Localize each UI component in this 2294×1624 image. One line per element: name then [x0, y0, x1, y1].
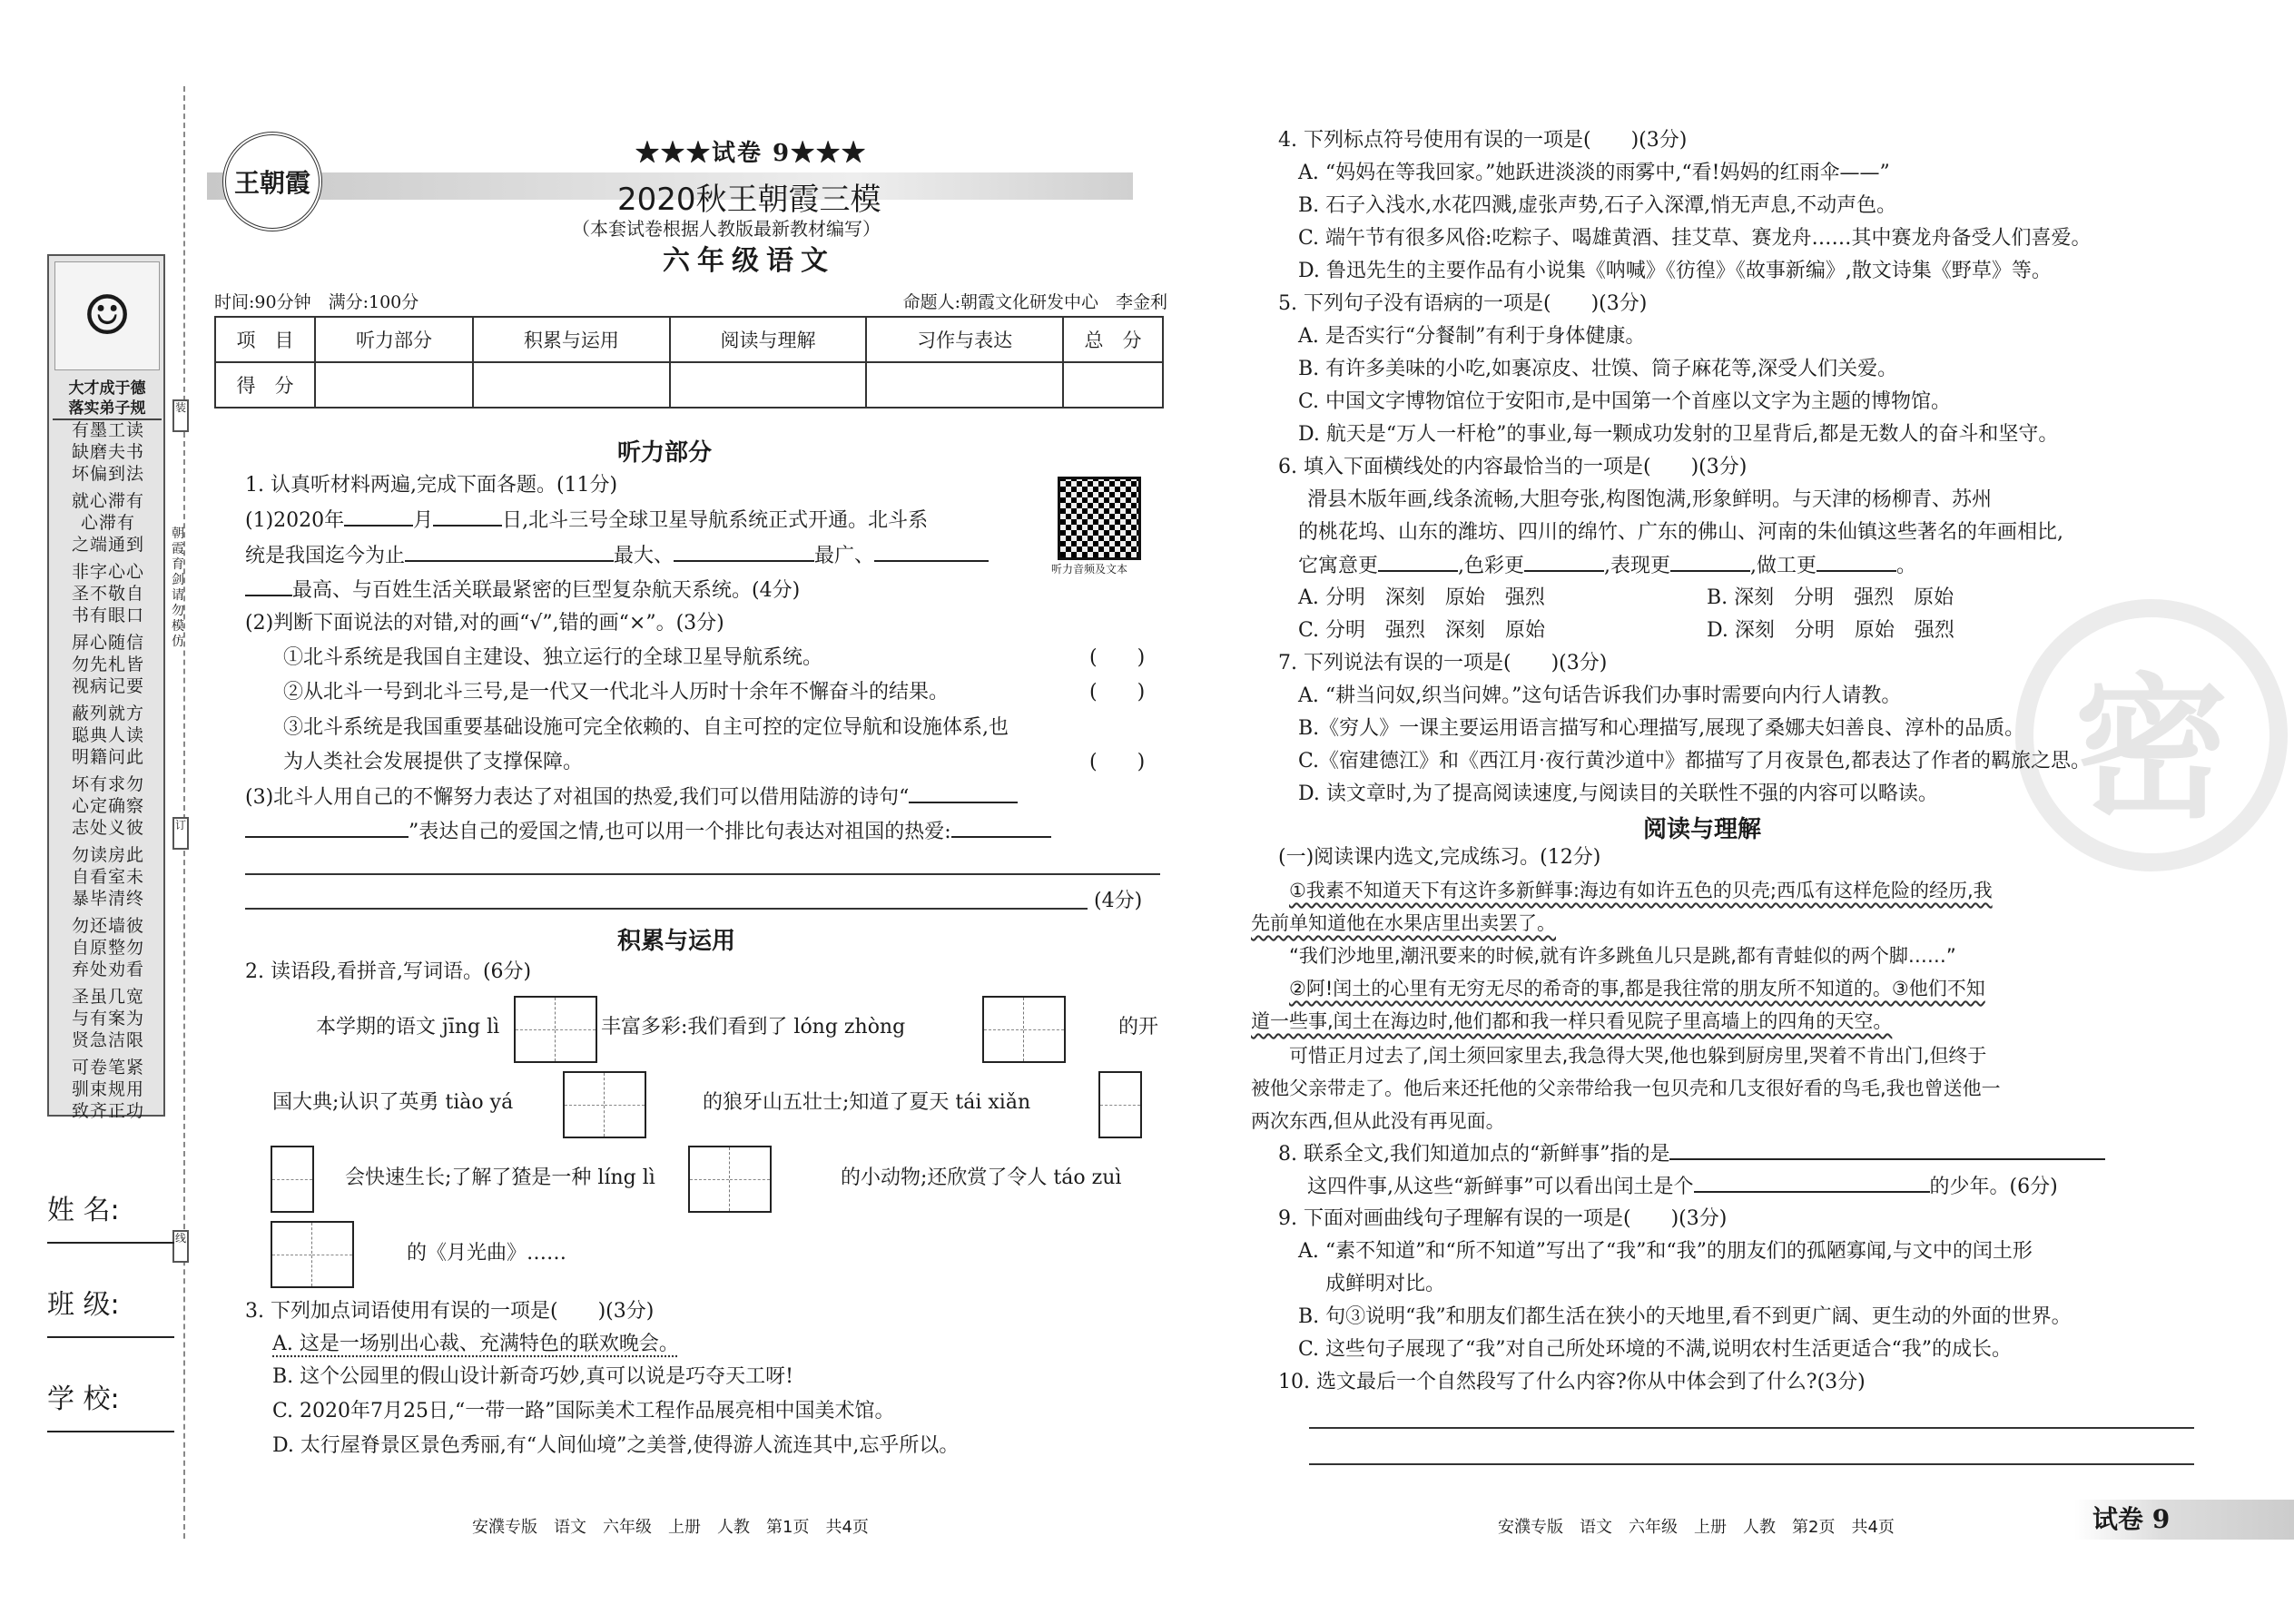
question-8: 8. 联系全文,我们知道加点的“新鲜事”指的是 — [1278, 1140, 2105, 1168]
question-1: 1. 认真听材料两遍,完成下面各题。(11分) — [245, 474, 618, 497]
option-7c: C.《宿建德江》和《西江月·夜行黄沙道中》都描写了月夜景色,都表达了作者的羁旅之思。 — [1298, 750, 2092, 773]
pinyin-4: 的狼牙山五壮士;知道了夏天 tái xiǎn — [703, 1091, 1031, 1114]
answer-blank[interactable] — [674, 542, 814, 562]
option-5b: B. 有许多美味的小吃,如裹凉皮、壮馍、筒子麻花等,深受人们关爱。 — [1298, 358, 1898, 380]
answer-blank[interactable] — [245, 576, 292, 596]
question-2: 2. 读语段,看拼音,写词语。(6分) — [245, 960, 532, 983]
pinyin-6: 的小动物;还欣赏了令人 táo zuì — [841, 1166, 1122, 1189]
pinyin-tail: 的开 — [1118, 1016, 1159, 1038]
writing-grid[interactable] — [982, 996, 1066, 1063]
pinyin-3: 国大典;认识了英勇 tiào yá — [272, 1091, 514, 1114]
section-reading: 阅读与理解 — [1643, 816, 1762, 843]
score-table — [214, 316, 1164, 408]
option-3b: B. 这个公园里的假山设计新奇巧妙,真可以说是巧夺天工呀! — [272, 1365, 793, 1388]
option-7b: B.《穷人》一课主要运用语言描写和心理描写,展现了桑娜夫妇善良、淳朴的品质。 — [1298, 717, 2025, 740]
writing-grid[interactable] — [514, 996, 597, 1063]
option-4b: B. 石子入浅水,水花四溅,虚张声势,石子入深潭,悄无声息,不动声色。 — [1298, 194, 1897, 217]
option-3a: A. 这是一场别出心裁、充满特色的联欢晚会。 — [272, 1333, 679, 1355]
question-1-1: (1)2020年 月 日,北斗三号全球卫星导航系统正式开通。北斗系 — [245, 507, 928, 535]
question-1-1-line2: 统是我国迄今为止 最大、 最广、 — [245, 542, 989, 570]
qr-code-icon[interactable] — [1058, 477, 1141, 560]
option-5a: A. 是否实行“分餐制”有利于身体健康。 — [1298, 325, 1646, 348]
judge-2: ②从北斗一号到北斗三号,是一代又一代北斗人历时十余年不懈奋斗的结果。 — [283, 681, 949, 704]
answer-blank[interactable] — [1670, 552, 1750, 572]
binding-mark-xian: 线 — [172, 1230, 189, 1263]
question-1-3-line2: ”表达自己的爱国之情,也可以用一个排比句表达对祖国的热爱: — [245, 818, 1051, 846]
question-10: 10. 选文最后一个自然段写了什么内容?你从中体会到了什么?(3分) — [1278, 1371, 1866, 1393]
answer-blank[interactable] — [1669, 1140, 2105, 1160]
reading-para-2: “我们沙地里,潮汛要来的时候,就有许多跳鱼儿只是跳,都有青蛙似的两个脚……” — [1289, 945, 1956, 967]
answer-blank[interactable] — [1694, 1173, 1930, 1193]
reading-para-3: ②阿!闰土的心里有无穷无尽的希奇的事,都是我往常的朋友所不知道的。③他们不知 — [1289, 978, 1985, 999]
exam-title: 2020秋王朝霞三模 — [617, 182, 881, 218]
passage-6-line2: 的桃花坞、山东的潍坊、四川的绵竹、广东的佛山、河南的朱仙镇这些著名的年画相比, — [1298, 521, 2063, 544]
reading-para-4b: 被他父亲带走了。他后来还托他的父亲带给我一包贝壳和几支很好看的鸟毛,我也曾送他一 — [1251, 1078, 2001, 1099]
option-6d: D. 深刻 分明 原始 强烈 — [1707, 619, 1954, 642]
option-9a-line2: 成鲜明对比。 — [1325, 1273, 1446, 1295]
option-4c: C. 端午节有很多风俗:吃粽子、喝雄黄酒、挂艾草、赛龙舟……其中赛龙舟备受人们喜爱。 — [1298, 227, 2092, 250]
question-8-line2: 这四件事,从这些“新鲜事”可以看出闰土是个 的少年。(6分) — [1307, 1173, 2058, 1201]
score-input[interactable] — [315, 362, 473, 408]
answer-line[interactable] — [1309, 1427, 2194, 1429]
option-5c: C. 中国文字博物馆位于安阳市,是中国第一个首座以文字为主题的博物馆。 — [1298, 390, 1952, 413]
answer-paren[interactable]: ( ) — [1089, 751, 1146, 773]
page-footer-left: 安濮专版 语文 六年级 上册 人教 第1页 共4页 — [472, 1518, 869, 1537]
answer-blank[interactable] — [874, 542, 989, 562]
table-cell: 项 目 — [215, 317, 315, 362]
reading-intro: (一)阅读课内选文,完成练习。(12分) — [1278, 846, 1601, 869]
option-4a: A. “妈妈在等我回家。”她跃进淡淡的雨雾中,“看!妈妈的红雨伞——” — [1298, 162, 1890, 184]
option-9b: B. 句③说明“我”和朋友们都生活在狭小的天地里,看不到更广阔、更生动的外面的世界。 — [1298, 1305, 2072, 1328]
reading-para-4c: 两次东西,但从此没有再见面。 — [1251, 1110, 1505, 1132]
motto-columns: 有墨工读 缺磨夫书 坏偏到法 就心滞有 心滞有 之端通到 非字心心 圣不敬自 书有眼口 屏心随信 勿先札皆 视病记要 蔽列就方 聪典人读 明籍问此 坏有求勿 心定确察 志处义彼 勿读房此 自看室未 暴毕清终 勿还墙彼 自原整勿 弃处劝看 圣虽几宽 与有案为 贤急洁限 可卷笔紧 驯束规用 致齐正功 — [71, 420, 144, 1121]
exam-tag: 试卷 9 — [2074, 1500, 2294, 1540]
school-field[interactable]: 学 校: — [47, 1376, 174, 1416]
table-cell: 听力部分 — [315, 317, 473, 362]
question-1-3: (3)北斗人用自己的不懈努力表达了对祖国的热爱,我们可以借用陆游的诗句“ — [245, 783, 1018, 812]
pinyin-2: 丰富多彩:我们看到了 lóng zhòng — [601, 1016, 906, 1038]
table-cell: 积累与运用 — [473, 317, 670, 362]
answer-blank[interactable] — [405, 542, 614, 562]
passage-6-line3: 它寓意更 ,色彩更 ,表现更 ,做工更 。 — [1298, 552, 1916, 580]
time-score: 时间:90分钟 满分:100分 — [214, 292, 419, 312]
secret-seal-icon: 密 — [2015, 599, 2288, 871]
writing-grid[interactable] — [688, 1146, 772, 1213]
points: (4分) — [1094, 890, 1143, 912]
judge-3-line2: 为人类社会发展提供了支撑保障。 — [283, 751, 584, 773]
page-footer-right: 安濮专版 语文 六年级 上册 人教 第2页 共4页 — [1498, 1518, 1895, 1537]
option-6b: B. 深刻 分明 强烈 原始 — [1707, 586, 1954, 609]
answer-blank[interactable] — [909, 783, 1018, 803]
score-input[interactable] — [1063, 362, 1163, 408]
grade-title: 六年级语文 — [663, 245, 835, 277]
question-9: 9. 下面对画曲线句子理解有误的一项是( )(3分) — [1278, 1207, 1728, 1230]
option-3c: C. 2020年7月25日,“一带一路”国际美术工程作品展亮相中国美术馆。 — [272, 1400, 895, 1422]
answer-blank[interactable] — [245, 818, 409, 838]
motto-panel — [47, 254, 165, 1121]
writing-grid[interactable] — [271, 1146, 314, 1213]
answer-line[interactable] — [245, 873, 1160, 875]
question-5: 5. 下列句子没有语病的一项是( )(3分) — [1278, 292, 1648, 315]
answer-blank[interactable] — [433, 507, 502, 527]
binding-mark-zhuang: 装 — [172, 399, 189, 432]
score-input[interactable] — [473, 362, 670, 408]
score-input[interactable] — [670, 362, 867, 408]
reading-para-1: ①我素不知道天下有这许多新鲜事:海边有如许五色的贝壳;西瓜有这样危险的经历,我 — [1289, 880, 1993, 901]
writing-grid[interactable] — [1098, 1071, 1142, 1138]
question-1-2: (2)判断下面说法的对错,对的画“√”,错的画“×”。(3分) — [245, 612, 724, 635]
reading-para-4: 可惜正月过去了,闰土须回家里去,我急得大哭,他也躲到厨房里,哭着不肯出门,但终于 — [1289, 1045, 1987, 1067]
table-cell: 总 分 — [1063, 317, 1163, 362]
answer-blank[interactable] — [1378, 552, 1458, 572]
judge-1: ①北斗系统是我国自主建设、独立运行的全球卫星导航系统。 — [283, 646, 823, 669]
section-listening: 听力部分 — [617, 439, 713, 467]
reading-para-3b: 道一些事,闰土在海边时,他们都和我一样只看见院子里高墙上的四角的天空。 — [1251, 1010, 1893, 1032]
writing-grid[interactable] — [563, 1071, 646, 1138]
question-7: 7. 下列说法有误的一项是( )(3分) — [1278, 652, 1608, 674]
pinyin-1: 本学期的语文 jīng lì — [316, 1016, 500, 1038]
class-field[interactable]: 班 级: — [47, 1282, 174, 1322]
table-cell: 得 分 — [215, 362, 315, 408]
name-field[interactable]: 姓 名: — [47, 1187, 174, 1227]
motto: 大才成于德 落实弟子规 — [53, 379, 162, 420]
answer-line[interactable] — [245, 908, 1088, 910]
option-6a: A. 分明 深刻 原始 强烈 — [1298, 586, 1545, 609]
option-3d: D. 太行屋脊景区景色秀丽,有“人间仙境”之美誉,使得游人流连其中,忘乎所以。 — [272, 1434, 960, 1457]
writing-grid[interactable] — [271, 1221, 354, 1288]
pinyin-5: 会快速生长;了解了猹是一种 líng lì — [345, 1166, 655, 1189]
binding-mark-ding: 订 — [172, 817, 189, 850]
answer-paren[interactable]: ( ) — [1089, 681, 1146, 704]
question-4: 4. 下列标点符号使用有误的一项是( )(3分) — [1278, 129, 1688, 152]
option-4d: D. 鲁迅先生的主要作品有小说集《呐喊》《彷徨》《故事新编》,散文诗集《野草》等。 — [1298, 260, 2052, 282]
option-6c: C. 分明 强烈 深刻 原始 — [1298, 619, 1546, 642]
table-cell: 阅读与理解 — [670, 317, 867, 362]
table-row — [215, 362, 1163, 408]
publisher-logo: 王朝霞 — [222, 132, 322, 231]
question-3: 3. 下列加点词语使用有误的一项是( )(3分) — [245, 1300, 655, 1323]
question-1-1-line3: 最高、与百姓生活关联最紧密的巨型复杂航天系统。(4分) — [245, 576, 800, 605]
binding-margin — [0, 0, 191, 1624]
section-accumulation: 积累与运用 — [617, 928, 736, 955]
answer-blank[interactable] — [951, 818, 1051, 838]
pinyin-tail-2: 的《月光曲》…… — [407, 1242, 567, 1265]
option-7a: A. “耕当问奴,织当问婢。”这句话告诉我们办事时需要向内行人请教。 — [1298, 684, 1902, 707]
exam-meta — [214, 289, 1167, 313]
answer-line[interactable] — [1309, 1463, 2194, 1465]
option-9a: A. “素不知道”和“所不知道”写出了“我”和“我”的朋友们的孤陋寡闻,与文中的闰土形 — [1298, 1240, 2033, 1263]
score-input[interactable] — [866, 362, 1063, 408]
answer-paren[interactable]: ( ) — [1089, 646, 1146, 669]
answer-blank[interactable] — [1816, 552, 1896, 572]
option-9c: C. 这些句子展现了“我”对自己所处环境的不满,说明农村生活更适合“我”的成长。 — [1298, 1338, 2013, 1361]
passage-6-line1: 滑县木版年画,线条流畅,大胆夸张,构图饱满,形象鲜明。与天津的杨柳青、苏州 — [1307, 488, 1992, 511]
vertical-note: 朝霞育剑 请勿模仿 — [172, 527, 184, 649]
option-5d: D. 航天是“万人一杆枪”的事业,每一颗成功发射的卫星背后,都是无数人的奋斗和坚守。 — [1298, 423, 2059, 446]
table-cell: 习作与表达 — [866, 317, 1063, 362]
qr-caption: 听力音频及文本 — [1051, 563, 1128, 576]
table-row — [215, 317, 1163, 362]
option-7d: D. 读文章时,为了提高阅读速度,与阅读目的关联性不强的内容可以略读。 — [1298, 782, 1938, 805]
exam-subtitle: （本套试卷根据人教版最新教材编写） — [572, 218, 881, 240]
scholar-portrait-icon: ☺ — [54, 261, 160, 370]
reading-para-1b: 先前单知道他在水果店里出卖罢了。 — [1251, 912, 1556, 934]
answer-blank[interactable] — [344, 507, 413, 527]
cut-line — [183, 86, 185, 1539]
judge-3: ③北斗系统是我国重要基础设施可完全依赖的、自主可控的定位导航和设施体系,也 — [283, 716, 1009, 739]
question-6: 6. 填入下面横线处的内容最恰当的一项是( )(3分) — [1278, 456, 1748, 478]
author: 命题人:朝霞文化研发中心 李金利 — [902, 292, 1167, 312]
exam-number: ★★★试卷 9★★★ — [635, 140, 868, 167]
answer-blank[interactable] — [1524, 552, 1604, 572]
